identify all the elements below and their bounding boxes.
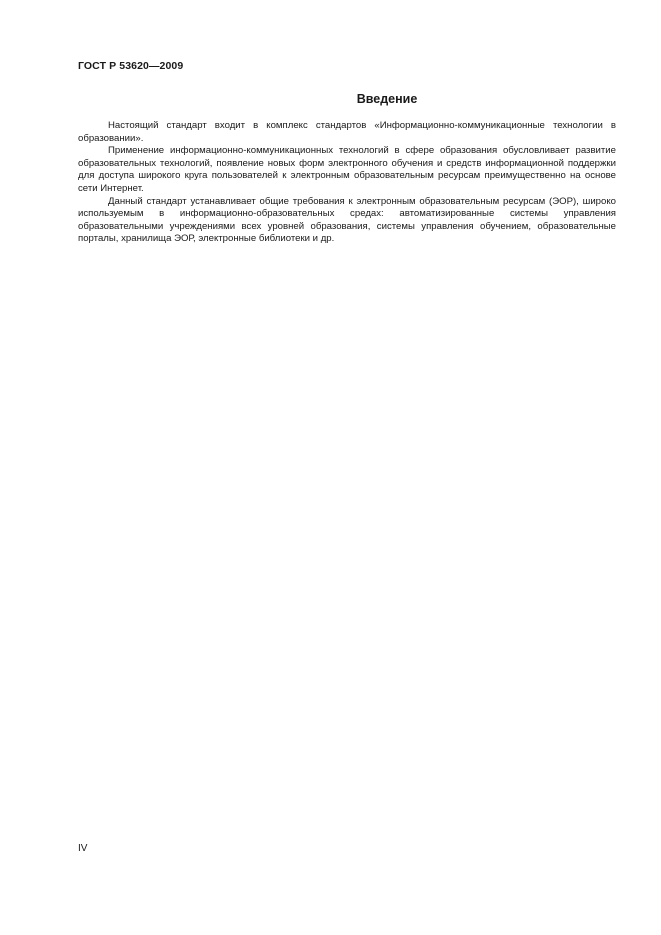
section-title: Введение xyxy=(356,92,418,106)
page-number: IV xyxy=(78,843,88,854)
document-header: ГОСТ Р 53620—2009 xyxy=(78,60,184,72)
paragraph: Применение информационно-коммуникационных технологий в сфере образования обусловливает развитие образовательных технологий, появление новых форм электронного обучения и средств информационной поддержки для доступа широкого круга пользователей к электронным образовательным ресурсам преимущественно на основе сети Интернет. xyxy=(78,145,616,194)
paragraph: Настоящий стандарт входит в комплекс стандартов «Информационно-коммуникационные технологии в образовании». xyxy=(78,120,616,144)
body-text xyxy=(78,120,616,246)
paragraph: Данный стандарт устанавливает общие требования к электронным образовательным ресурсам (ЭОР), широко используемым в информационно-образовательных средах: автоматизированные системы управления образовательными учреждениями всех уровней образования, системы управления обучением, образовательные порталы, хранилища ЭОР, электронные библиотеки и др. xyxy=(78,195,616,245)
